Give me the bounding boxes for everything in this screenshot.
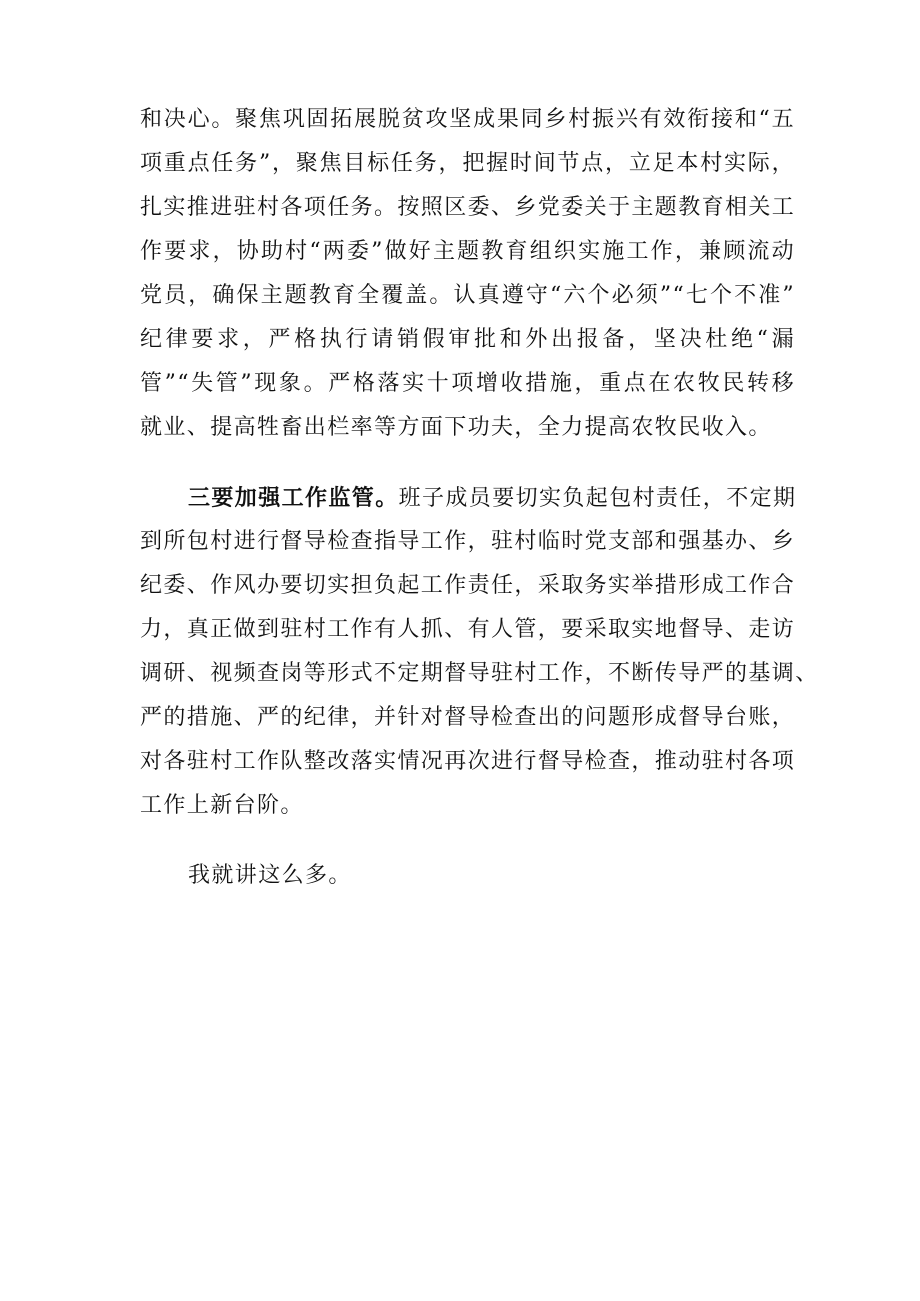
- text-line: 扎实推进驻村各项任务。按照区委、乡党委关于主题教育相关工: [140, 195, 796, 220]
- text-line: 和决心。聚焦巩固拓展脱贫攻坚成果同乡村振兴有效衔接和“五: [140, 107, 795, 132]
- text-line: 就业、提高牲畜出栏率等方面下功夫，全力提高农牧民收入。: [140, 415, 772, 440]
- text-line: 对各驻村工作队整改落实情况再次进行督导检查，推动驻村各项: [140, 749, 796, 774]
- text-line: 党员，确保主题教育全覆盖。认真遵守“六个必须”“七个不准”: [140, 283, 795, 308]
- text-line: 力，真正做到驻村工作有人抓、有人管，要采取实地督导、走访: [140, 617, 796, 642]
- text-line: 严的措施、严的纪律，并针对督导检查出的问题形成督导台账，: [140, 705, 796, 730]
- text-line: 项重点任务”，聚焦目标任务，把握时间节点，立足本村实际，: [140, 151, 795, 176]
- text-line-first: [140, 476, 795, 520]
- document-page: [140, 98, 819, 898]
- text-line: 纪委、作风办要切实担负起工作责任，采取务实举措形成工作合: [140, 573, 796, 598]
- closing-remark: 我就讲这么多。: [188, 863, 352, 888]
- paragraph-spacer: [140, 828, 795, 854]
- paragraph-spacer: [140, 450, 795, 476]
- text-line: 工作上新台阶。: [140, 793, 304, 818]
- paragraph-implementation: [140, 98, 795, 450]
- section-heading-rest: 班子成员要切实负起包村责任，不定期: [398, 486, 797, 511]
- section-heading: 三要加强工作监管。: [188, 485, 399, 511]
- text-line: 到所包村进行督导检查指导工作，驻村临时党支部和强基办、乡: [140, 529, 796, 554]
- text-line: 调研、视频查岗等形式不定期督导驻村工作，不断传导严的基调、: [140, 661, 819, 686]
- paragraph-supervision: [140, 476, 819, 828]
- text-line: 纪律要求，严格执行请销假审批和外出报备，坚决杜绝“漏: [140, 327, 795, 352]
- text-line: 作要求，协助村“两委”做好主题教育组织实施工作，兼顾流动: [140, 239, 795, 264]
- text-line: 管”“失管”现象。严格落实十项增收措施，重点在农牧民转移: [140, 371, 795, 396]
